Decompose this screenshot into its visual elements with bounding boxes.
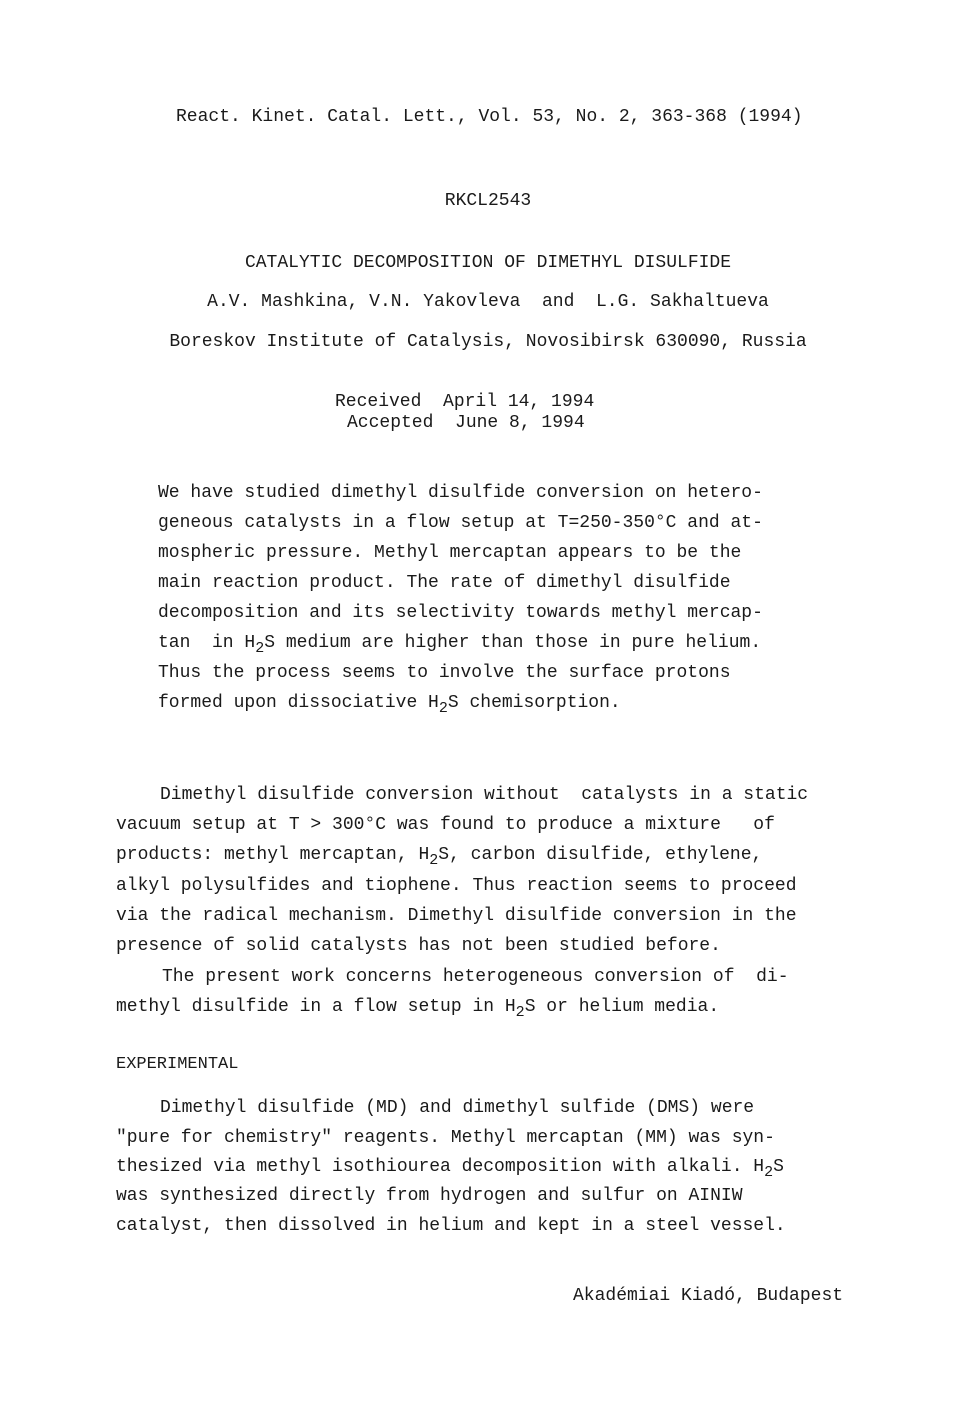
abstract-line: mospheric pressure. Methyl mercaptan appears to be the: [158, 543, 742, 563]
body-line: methyl disulfide in a flow setup in $H_2S$ or helium media.: [116, 997, 720, 1021]
body-line: was synthesized directly from hydrogen and sulfur on AINIW: [116, 1186, 743, 1206]
authors: A.V. Mashkina, V.N. Yakovleva and L.G. Sakhaltueva: [207, 292, 769, 312]
article-code: RKCL2543: [444, 191, 532, 211]
publisher-footer: Akadémiai Kiadó, Budapest: [573, 1286, 844, 1306]
section-heading: EXPERIMENTAL: [116, 1055, 239, 1074]
body-line: vacuum setup at T > 300°C was found to produce a mixture of: [116, 815, 775, 835]
accepted-date: Accepted June 8, 1994: [347, 413, 585, 433]
body-line: The present work concerns heterogeneous conversion of di-: [162, 967, 789, 987]
received-date: Received April 14, 1994: [335, 392, 595, 412]
body-line: presence of solid catalysts has not been studied before.: [116, 936, 721, 956]
journal-citation: React. Kinet. Catal. Lett., Vol. 53, No. 2, 363-368 (1994): [176, 107, 803, 127]
affiliation: Boreskov Institute of Catalysis, Novosibirsk 630090, Russia: [169, 332, 807, 352]
body-line: via the radical mechanism. Dimethyl disulfide conversion in the: [116, 906, 797, 926]
body-line: products: methyl mercaptan, $H_2S$, carbon disulfide, ethylene,: [116, 845, 763, 869]
body-line: thesized via methyl isothiourea decomposition with alkali. $H_2S$: [116, 1157, 784, 1181]
abstract-line: formed upon dissociative $H_2S$ chemisorption.: [158, 693, 621, 717]
abstract-line: We have studied dimethyl disulfide conversion on hetero-: [158, 483, 763, 503]
abstract-line: geneous catalysts in a flow setup at T=250-350°C and at-: [158, 513, 763, 533]
body-line: "pure for chemistry" reagents. Methyl mercaptan (MM) was syn-: [116, 1128, 775, 1148]
abstract-line: decomposition and its selectivity towards methyl mercap-: [158, 603, 763, 623]
paper-title: CATALYTIC DECOMPOSITION OF DIMETHYL DISULFIDE: [244, 253, 732, 273]
body-line: Dimethyl disulfide (MD) and dimethyl sulfide (DMS) were: [160, 1098, 755, 1118]
body-line: catalyst, then dissolved in helium and kept in a steel vessel.: [116, 1216, 786, 1236]
abstract-line: main reaction product. The rate of dimethyl disulfide: [158, 573, 731, 593]
abstract-line: tan in $H_2S$ medium are higher than those in pure helium.: [158, 633, 762, 657]
abstract-line: Thus the process seems to involve the surface protons: [158, 663, 731, 683]
body-line: Dimethyl disulfide conversion without catalysts in a static: [160, 785, 809, 805]
body-line: alkyl polysulfides and tiophene. Thus reaction seems to proceed: [116, 876, 797, 896]
